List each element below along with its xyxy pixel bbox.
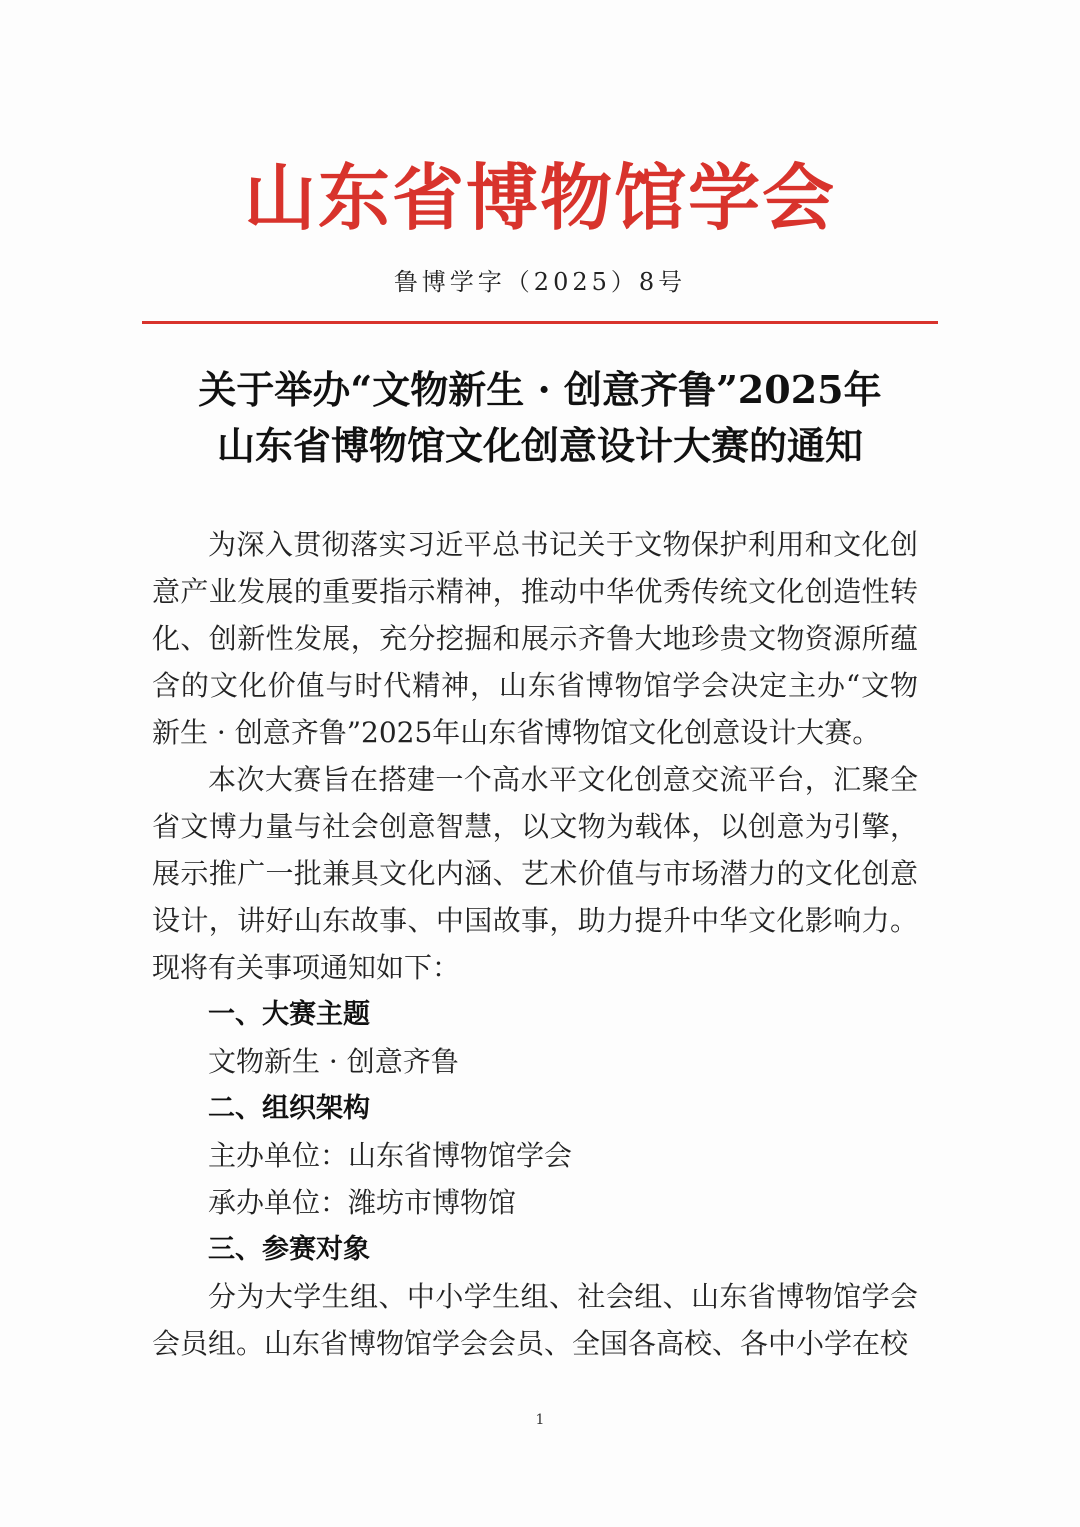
section-1-theme: 文物新生 · 创意齐鲁 <box>208 1045 459 1078</box>
document-title-line-2: 山东省博物馆文化创意设计大赛的通知 <box>216 423 863 468</box>
document-number: 鲁博学字（2025）8号 <box>393 268 687 296</box>
organization-header: 山东省博物馆学会 <box>243 155 836 240</box>
intro-paragraph-1: 为深入贯彻落实习近平总书记关于文物保护利用和文化创意产业发展的重要指示精神，推动中华优秀传统文化创造性转化、创新性发展，充分挖掘和展示齐鲁大地珍贵文物资源所蕴含的文化价值与时代精神，山东省博物馆学会决定主办“文物新生 · 创意齐鲁”2025年山东省博物馆文化创意设计大赛。 <box>152 528 918 749</box>
section-2-organizer-unit: 承办单位：潍坊市博物馆 <box>208 1186 517 1219</box>
section-3-paragraph: 分为大学生组、中小学生组、社会组、山东省博物馆学会会员组。山东省博物馆学会会员、全国各高校、各中小学在校 <box>152 1280 918 1360</box>
section-2-heading: 二、组织架构 <box>208 1093 370 1124</box>
document-body <box>152 521 918 1367</box>
page-number: 1 <box>535 1412 545 1428</box>
section-3-heading: 三、参赛对象 <box>208 1234 370 1265</box>
section-1-heading: 一、大赛主题 <box>208 999 370 1030</box>
red-divider-line <box>142 321 938 324</box>
section-2-host-unit: 主办单位：山东省博物馆学会 <box>208 1139 573 1172</box>
intro-paragraph-2: 本次大赛旨在搭建一个高水平文化创意交流平台，汇聚全省文博力量与社会创意智慧，以文物为载体，以创意为引擎，展示推广一批兼具文化内涵、艺术价值与市场潜力的文化创意设计，讲好山东故事、中国故事，助力提升中华文化影响力。现将有关事项通知如下： <box>152 763 918 984</box>
document-title-line-1: 关于举办“文物新生 · 创意齐鲁”2025年 <box>198 367 882 412</box>
document-title <box>100 362 980 474</box>
